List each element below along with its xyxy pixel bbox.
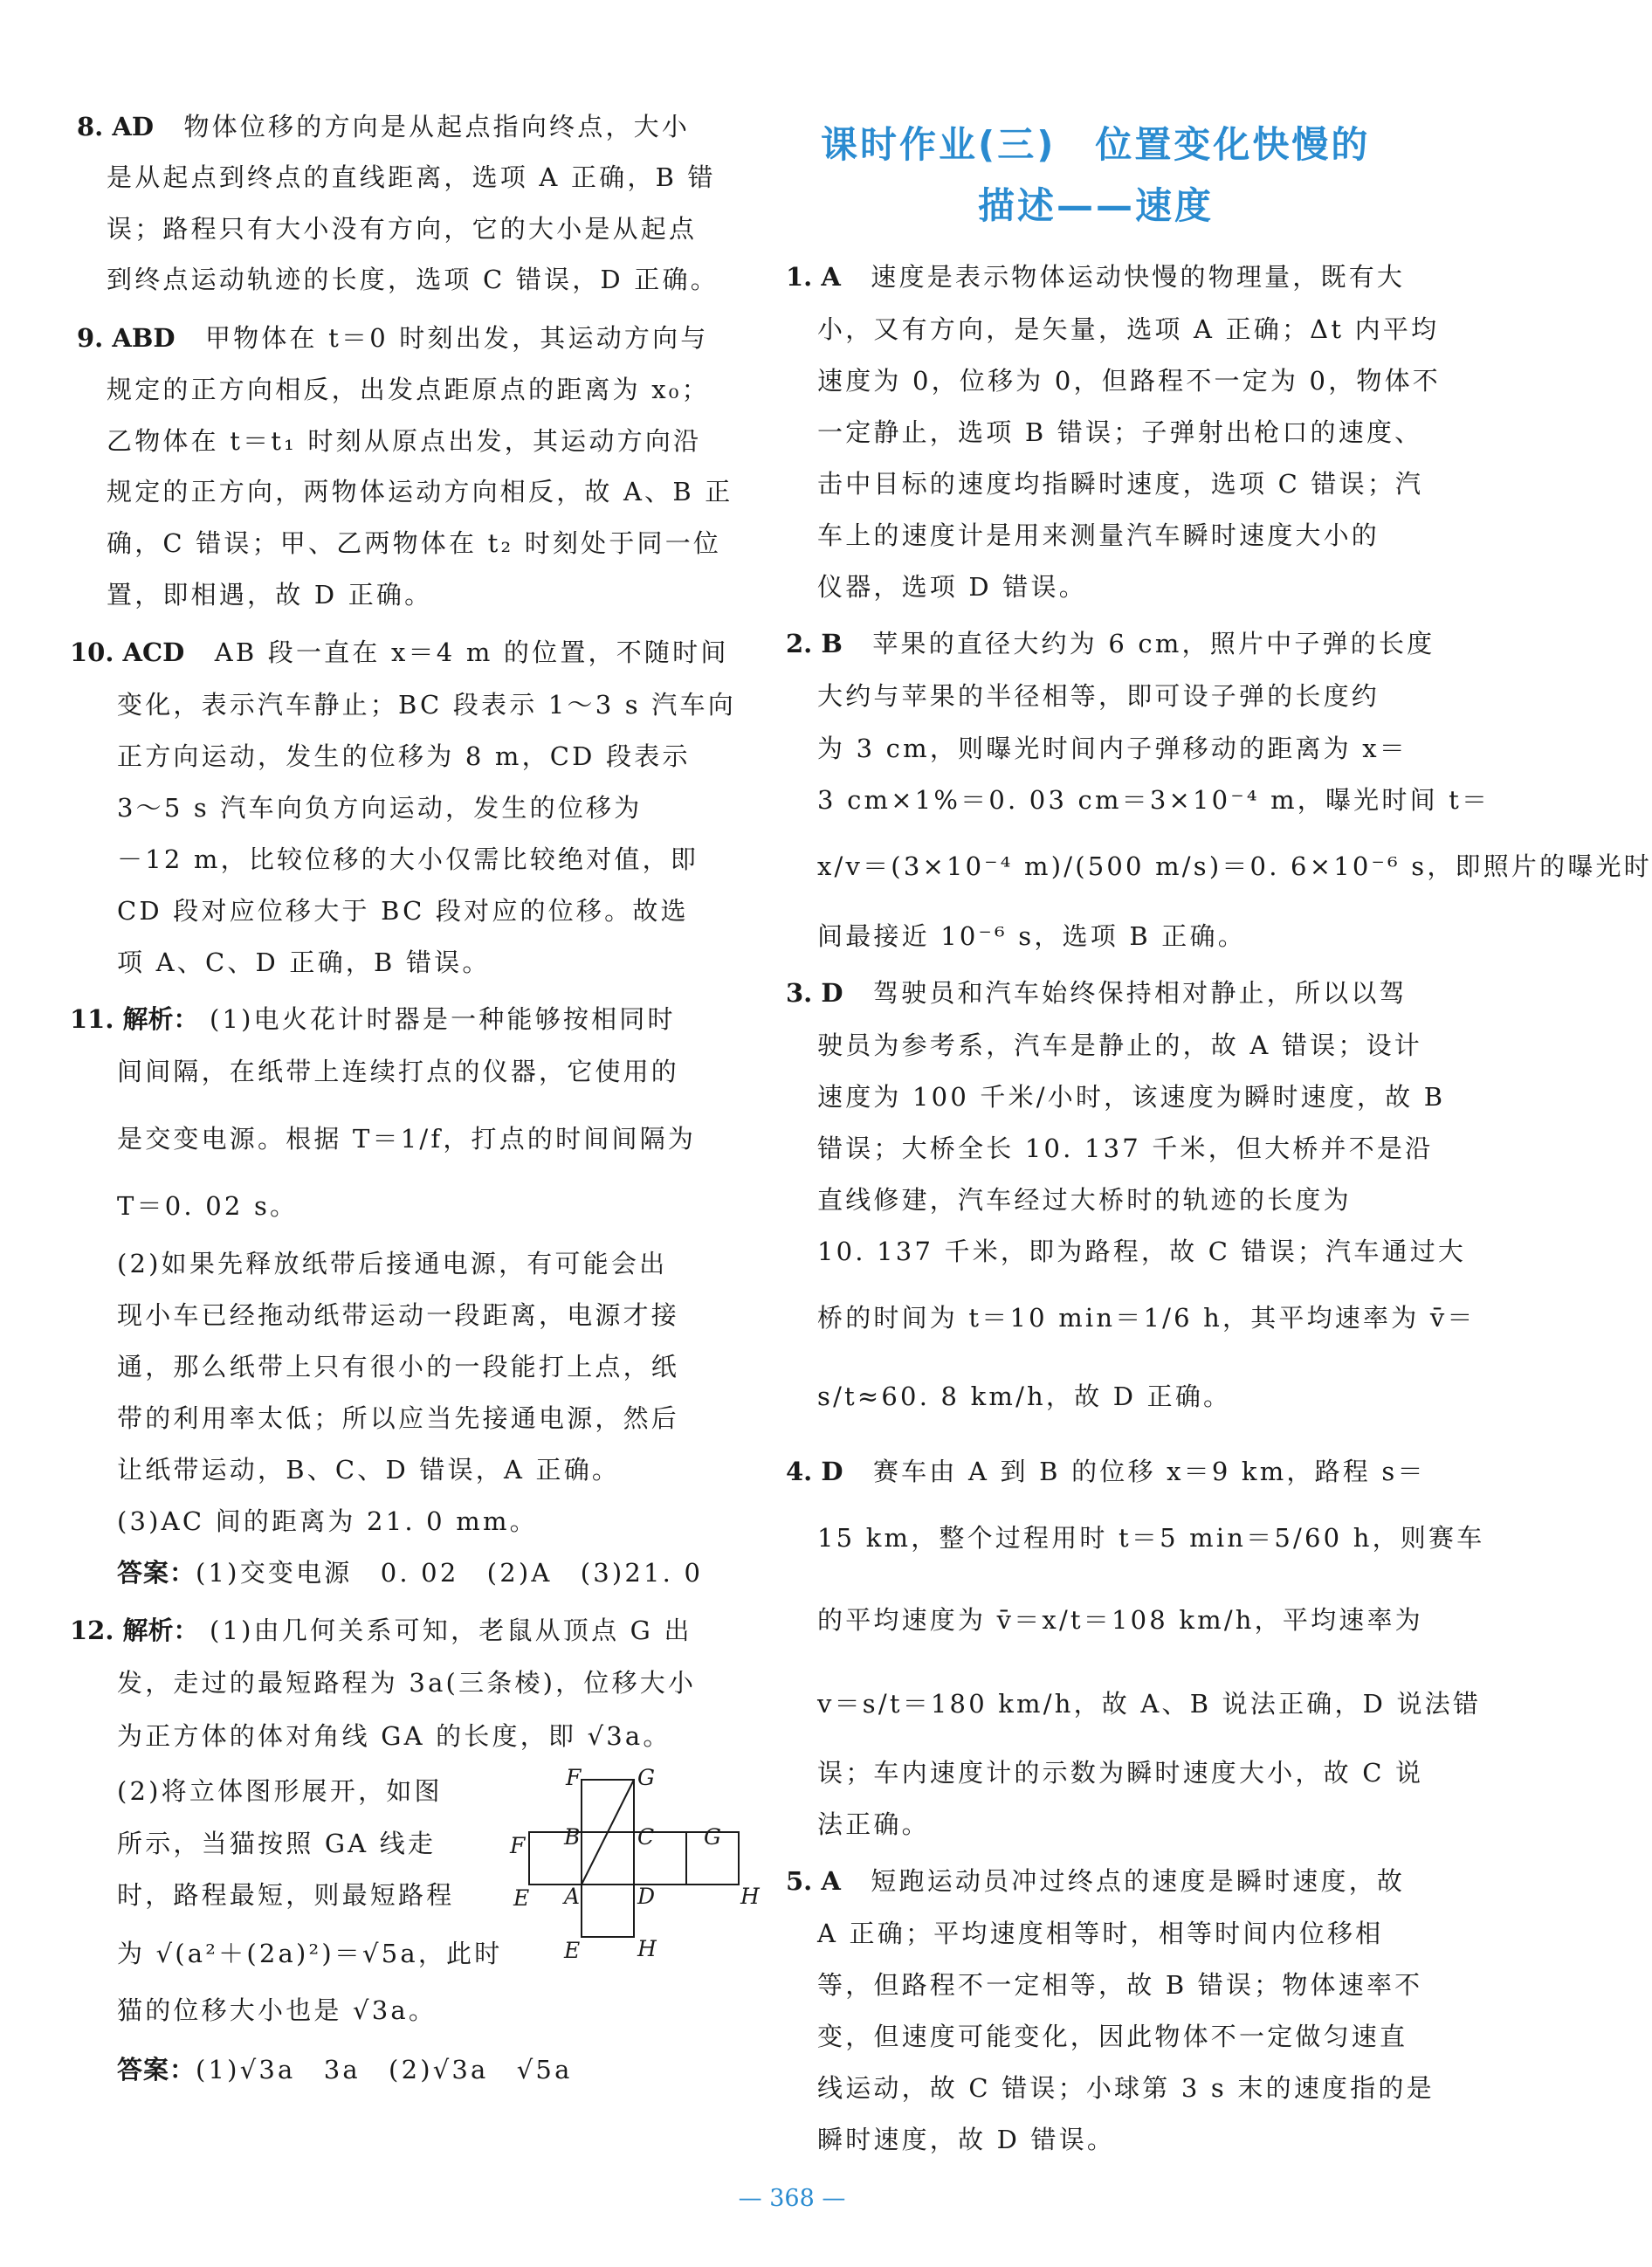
r-q5-line-5: 线运动，故 C 错误；小球第 3 s 末的速度指的是 [817, 2073, 1435, 2103]
page-number: — 368 — [738, 2185, 846, 2212]
r-q5-number: 5. A [786, 1866, 841, 1896]
r-q3-line-5: 直线修建，汽车经过大桥时的轨迹的长度为 [817, 1185, 1352, 1215]
q11-line-7: 通，那么纸带上只有很小的一段能打上点，纸 [117, 1352, 680, 1382]
q12-line-8: 猫的位移大小也是 √3a。 [117, 1995, 437, 2025]
label-e-bottom: E [564, 1938, 581, 1963]
r-q1-line-5: 击中目标的速度均指瞬时速度，选项 C 错误；汽 [817, 469, 1424, 499]
q12-line-3: 为正方体的体对角线 GA 的长度，即 √3a。 [117, 1721, 671, 1751]
q11-line-3: 是交变电源。根据 T＝1/f，打点的时间间隔为 [117, 1124, 697, 1154]
r-q5-text-1: 短跑运动员冲过终点的速度是瞬时速度，故 [871, 1866, 1406, 1896]
r-q3-line-4: 错误；大桥全长 10. 137 千米，但大桥并不是沿 [817, 1134, 1434, 1163]
q12-answer [117, 2055, 573, 2084]
r-q5-line-4: 变，但速度可能变化，因此物体不一定做匀速直 [817, 2022, 1408, 2051]
r-q2-line-1 [786, 629, 1435, 658]
label-h-bottom: H [637, 1936, 657, 1961]
r-q4-line-5: 误；车内速度计的示数为瞬时速度大小，故 C 说 [817, 1758, 1424, 1788]
q10-line-7: 项 A、C、D 正确，B 错误。 [117, 947, 491, 977]
r-q2-number: 2. B [786, 629, 843, 658]
label-g-top: G [637, 1765, 655, 1790]
section-title-line-2: 描述——速度 [978, 184, 1215, 227]
label-f-top: F [566, 1765, 582, 1790]
q12-line-4: (2)将立体图形展开，如图 [117, 1776, 443, 1806]
r-q3-line-1 [786, 978, 1408, 1008]
cube-face-bottom [582, 1885, 634, 1937]
r-q3-number: 3. D [786, 978, 843, 1008]
r-q1-text-1: 速度是表示物体运动快慢的物理量，既有大 [871, 262, 1406, 292]
r-q4-text-1: 赛车由 A 到 B 的位移 x＝9 km，路程 s＝ [872, 1457, 1426, 1486]
q12-line-1 [70, 1616, 692, 1645]
r-q2-line-4: 3 cm×1%＝0. 03 cm＝3×10⁻⁴ m，曝光时间 t＝ [817, 785, 1490, 815]
label-g-right: G [704, 1824, 721, 1850]
q11-line-9: 让纸带运动，B、C、D 错误，A 正确。 [117, 1455, 621, 1485]
q11-text-1: (1)电火花计时器是一种能够按相同时 [209, 1004, 676, 1034]
q11-line-4: T＝0. 02 s。 [117, 1191, 299, 1221]
q9-line-4: 规定的正方向，两物体运动方向相反，故 A、B 正 [107, 477, 733, 506]
r-q3-line-3: 速度为 100 千米/小时，该速度为瞬时速度，故 B [817, 1082, 1446, 1112]
q9-text-1: 甲物体在 t＝0 时刻出发，其运动方向与 [204, 323, 709, 353]
r-q5-line-3: 等，但路程不一定相等，故 B 错误；物体速率不 [817, 1970, 1423, 2000]
q10-line-6: CD 段对应位移大于 BC 段对应的位移。故选 [117, 896, 689, 926]
q8-line-2: 是从起点到终点的直线距离，选项 A 正确，B 错 [107, 162, 716, 192]
q11-answer-label: 答案： [117, 1558, 196, 1588]
r-q3-text-1: 驾驶员和汽车始终保持相对静止，所以以驾 [872, 978, 1408, 1008]
q11-line-6: 现小车已经拖动纸带运动一段距离，电源才接 [117, 1300, 680, 1330]
q10-line-1 [70, 637, 729, 667]
r-q2-text-1: 苹果的直径大约为 6 cm，照片中子弹的长度 [872, 629, 1435, 658]
r-q2-line-2: 大约与苹果的半径相等，即可设子弹的长度约 [817, 681, 1380, 711]
q9-line-5: 确，C 错误；甲、乙两物体在 t₂ 时刻处于同一位 [107, 528, 722, 558]
q9-line-1 [77, 323, 709, 353]
q9-line-3: 乙物体在 t＝t₁ 时刻从原点出发，其运动方向沿 [107, 426, 702, 456]
r-q2-line-3: 为 3 cm，则曝光时间内子弹移动的距离为 x＝ [817, 734, 1408, 763]
r-q1-line-4: 一定静止，选项 B 错误；子弹射出枪口的速度、 [817, 417, 1423, 447]
r-q1-line-2: 小，又有方向，是矢量，选项 A 正确；Δt 内平均 [817, 314, 1440, 344]
q11-line-1 [70, 1004, 676, 1034]
r-q1-line-1 [786, 262, 1405, 292]
cube-face-top [582, 1780, 634, 1832]
r-q2-line-6: 间最接近 10⁻⁶ s，选项 B 正确。 [817, 921, 1246, 951]
q11-line-2: 间间隔，在纸带上连续打点的仪器，它使用的 [117, 1057, 680, 1086]
q12-line-7: 为 √(a²＋(2a)²)＝√5a，此时 [117, 1939, 503, 1968]
q8-number: 8. AD [77, 112, 155, 141]
r-q1-line-3: 速度为 0，位移为 0，但路程不一定为 0，物体不 [817, 366, 1442, 396]
q9-line-6: 置，即相遇，故 D 正确。 [107, 580, 433, 610]
q10-number: 10. ACD [70, 637, 185, 667]
q11-line-8: 带的利用率太低；所以应当先接通电源，然后 [117, 1403, 680, 1433]
q10-text-1: AB 段一直在 x＝4 m 的位置，不随时间 [214, 637, 729, 667]
r-q4-number: 4. D [786, 1457, 843, 1486]
r-q5-line-6: 瞬时速度，故 D 错误。 [817, 2125, 1116, 2154]
r-q4-line-6: 法正确。 [817, 1809, 930, 1839]
q10-line-5: －12 m，比较位移的大小仅需比较绝对值，即 [117, 844, 699, 874]
r-q3-line-6: 10. 137 千米，即为路程，故 C 错误；汽车通过大 [817, 1237, 1467, 1266]
q10-line-3: 正方向运动，发生的位移为 8 m，CD 段表示 [117, 741, 691, 771]
label-a: A [564, 1884, 581, 1909]
q11-number: 11. 解析： [70, 1004, 199, 1034]
q11-answer [117, 1558, 703, 1588]
r-q5-line-1 [786, 1866, 1405, 1896]
q12-text-1: (1)由几何关系可知，老鼠从顶点 G 出 [209, 1616, 692, 1645]
r-q3-line-8: s/t≈60. 8 km/h，故 D 正确。 [817, 1382, 1232, 1411]
q12-answer-text: (1)√3a 3a (2)√3a √5a [196, 2055, 573, 2084]
q12-line-2: 发，走过的最短路程为 3a(三条棱)，位移大小 [117, 1668, 697, 1698]
q10-line-4: 3～5 s 汽车向负方向运动，发生的位移为 [117, 793, 643, 823]
label-b: B [564, 1824, 581, 1850]
q9-line-2: 规定的正方向相反，出发点距原点的距离为 x₀； [107, 375, 710, 404]
r-q1-line-7: 仪器，选项 D 错误。 [817, 572, 1087, 602]
q12-answer-label: 答案： [117, 2055, 196, 2084]
q12-line-6: 时，路程最短，则最短路程 [117, 1880, 455, 1910]
label-c: C [637, 1824, 655, 1850]
q8-line-1 [77, 112, 690, 141]
section-title-line-1: 课时作业(三) 位置变化快慢的 [821, 123, 1371, 166]
label-d: D [637, 1884, 656, 1909]
q9-number: 9. ABD [77, 323, 176, 353]
r-q4-line-2: 15 km，整个过程用时 t＝5 min＝5/60 h，则赛车 [817, 1523, 1485, 1553]
r-q1-line-6: 车上的速度计是用来测量汽车瞬时速度大小的 [817, 520, 1380, 550]
r-q5-line-2: A 正确；平均速度相等时，相等时间内位移相 [817, 1919, 1384, 1948]
label-h-right: H [740, 1884, 760, 1909]
r-q4-line-1 [786, 1457, 1426, 1486]
q8-line-4: 到终点运动轨迹的长度，选项 C 错误，D 正确。 [107, 265, 719, 294]
label-e-left: E [513, 1885, 530, 1911]
r-q3-line-7: 桥的时间为 t＝10 min＝1/6 h，其平均速率为 v̄＝ [817, 1303, 1476, 1333]
q11-line-10: (3)AC 间的距离为 21. 0 mm。 [117, 1506, 538, 1536]
q11-answer-text: (1)交变电源 0. 02 (2)A (3)21. 0 [196, 1558, 704, 1588]
q8-line-3: 误；路程只有大小没有方向，它的大小是从起点 [107, 214, 698, 244]
unfolded-cube-figure [510, 1765, 768, 2009]
unfolded-cube-svg [510, 1765, 768, 2009]
q10-line-2: 变化，表示汽车静止；BC 段表示 1～3 s 汽车向 [117, 690, 736, 720]
q12-line-5: 所示，当猫按照 GA 线走 [117, 1829, 437, 1858]
q11-line-5: (2)如果先释放纸带后接通电源，有可能会出 [117, 1249, 668, 1278]
r-q4-line-3: 的平均速度为 v̄＝x/t＝108 km/h，平均速率为 [817, 1605, 1423, 1635]
r-q2-line-5: x/v＝(3×10⁻⁴ m)/(500 m/s)＝0. 6×10⁻⁶ s，即照片的曝光时 [817, 851, 1652, 881]
label-f-left: F [510, 1833, 526, 1858]
q8-text-1: 物体位移的方向是从起点指向终点，大小 [183, 112, 691, 141]
q12-number: 12. 解析： [70, 1616, 199, 1645]
r-q3-line-2: 驶员为参考系，汽车是静止的，故 A 错误；设计 [817, 1030, 1422, 1060]
r-q4-line-4: v＝s/t＝180 km/h，故 A、B 说法正确，D 说法错 [817, 1689, 1482, 1719]
r-q1-number: 1. A [786, 262, 841, 292]
